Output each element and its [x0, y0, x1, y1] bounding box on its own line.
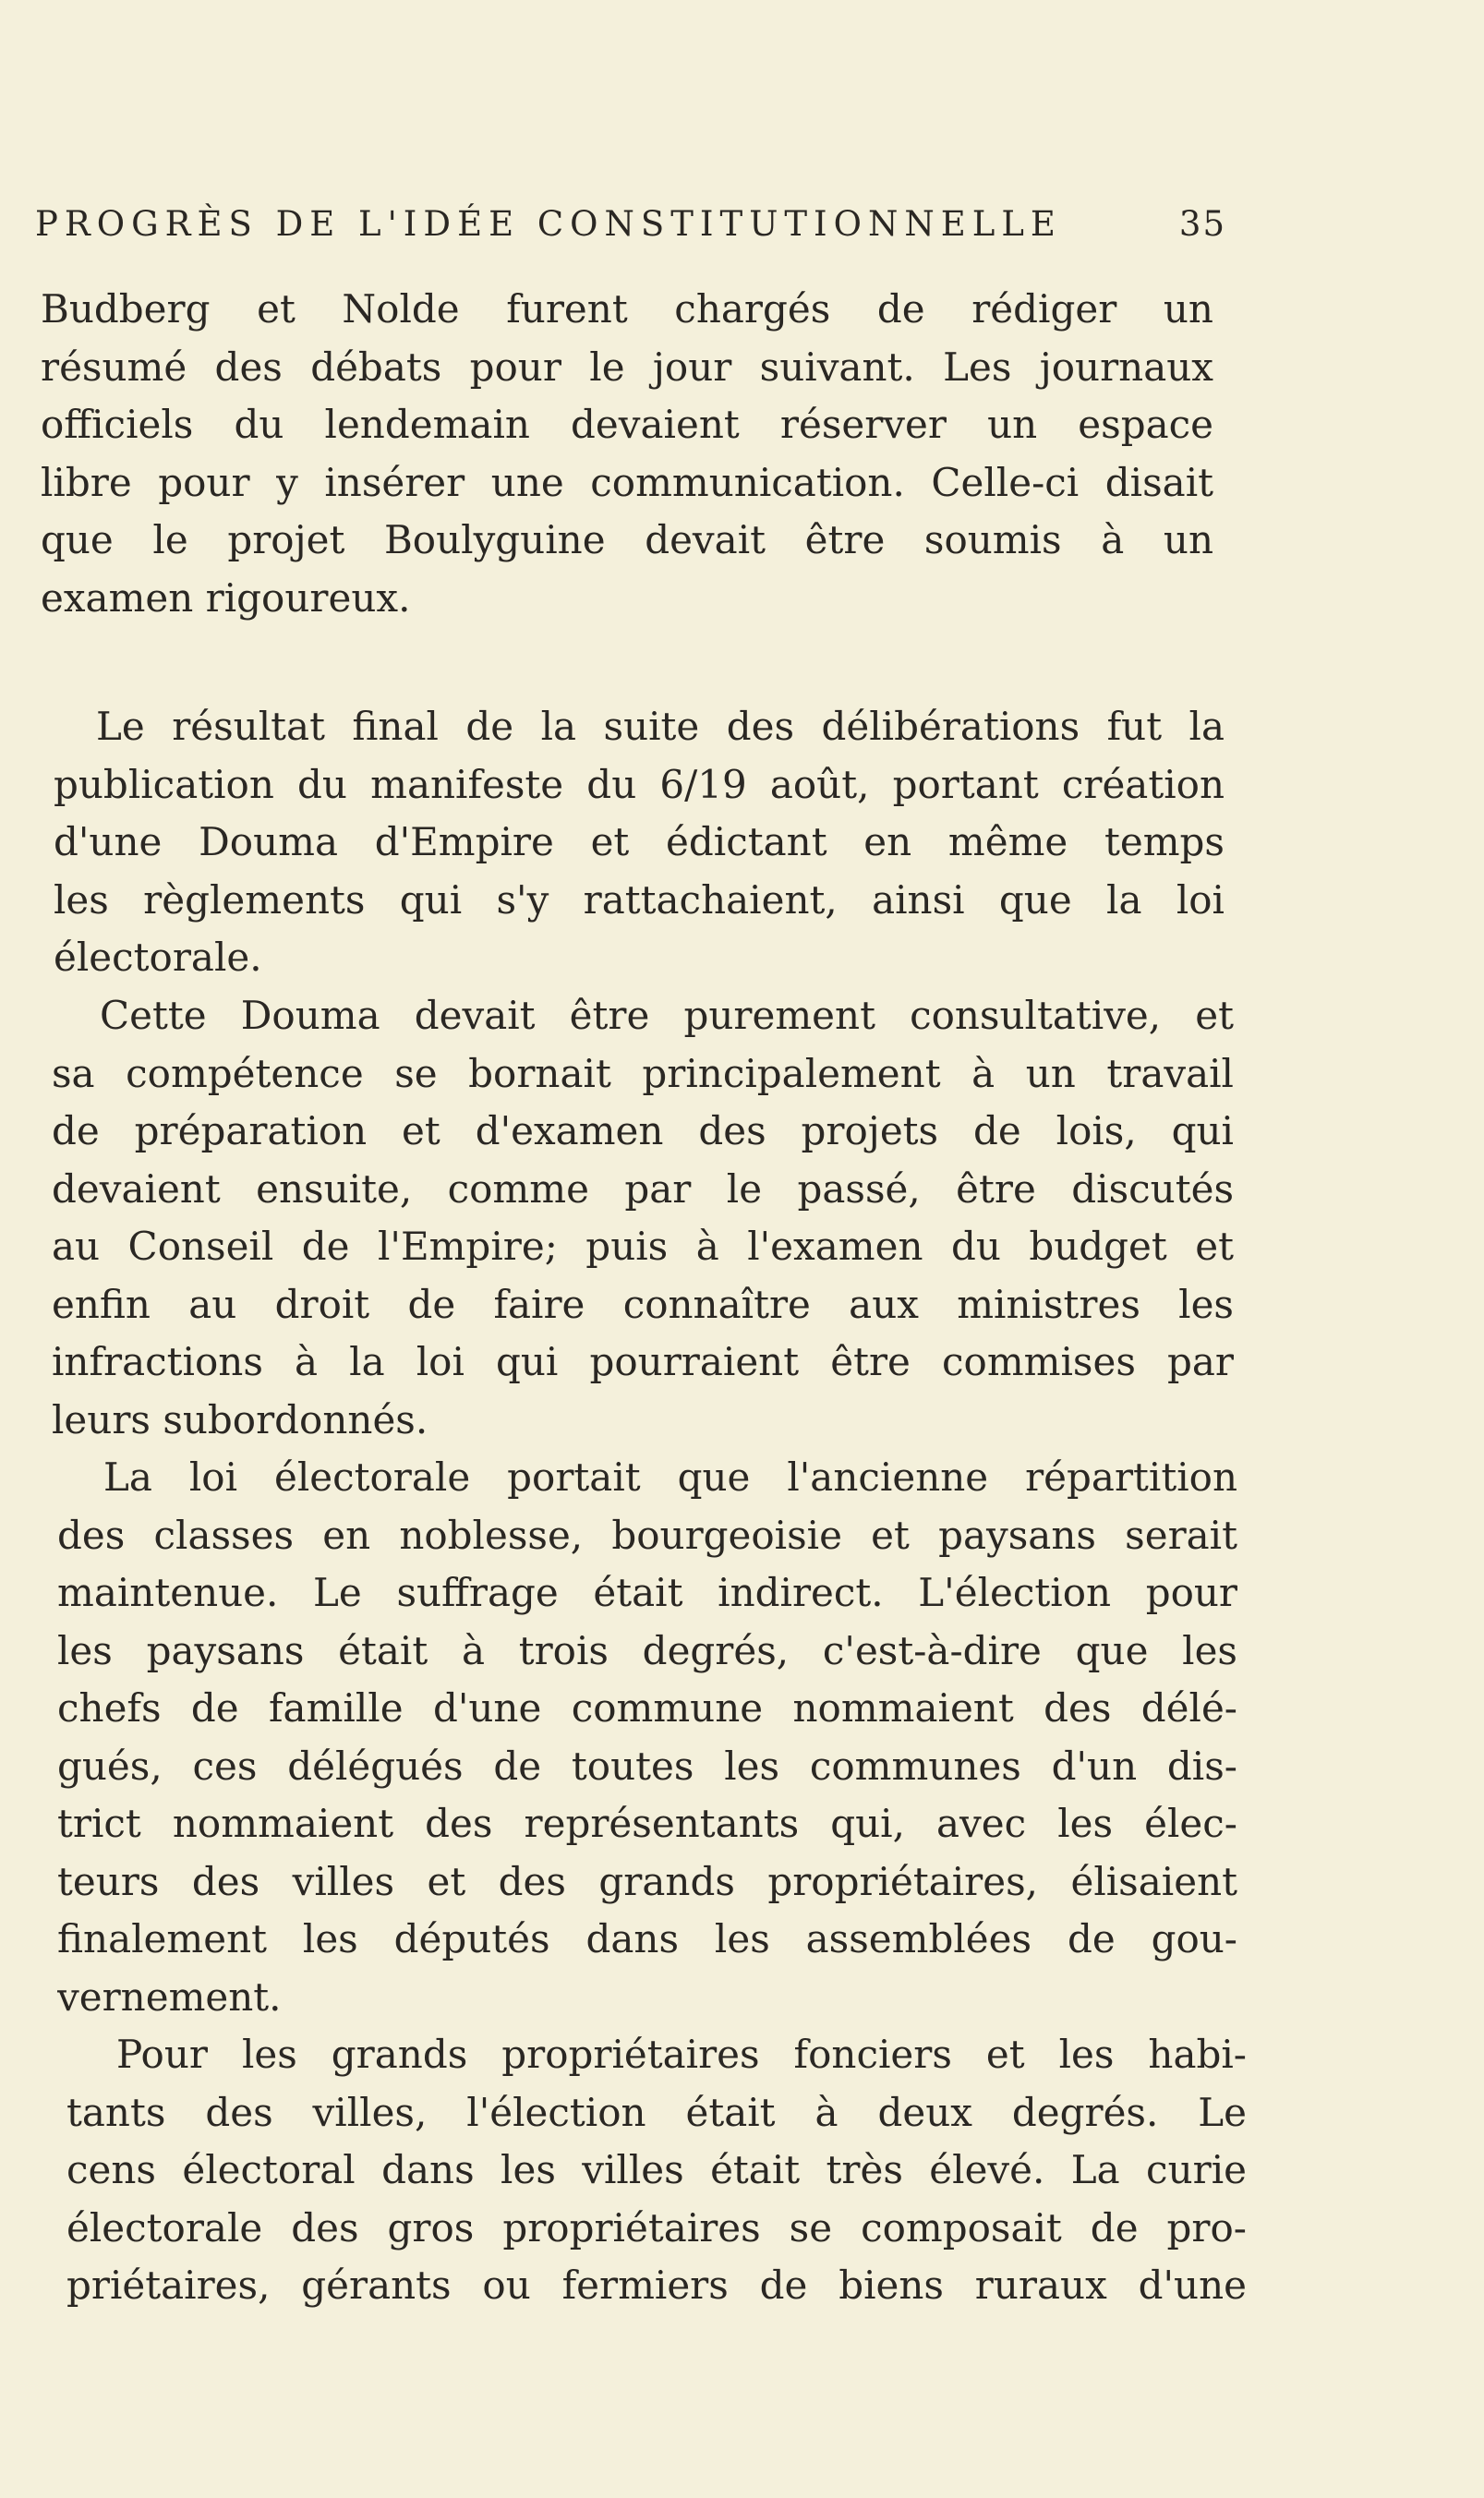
- text-line: Cette Douma devait être purement consultative, et: [100, 993, 1234, 1038]
- text-line: Budberg et Nolde furent chargés de rédiger un: [41, 286, 1213, 332]
- text-line: électorale des gros propriétaires se composait de pro-: [66, 2205, 1247, 2251]
- text-line: teurs des villes et des grands propriétaires, élisaient: [57, 1859, 1237, 1904]
- running-head: [35, 199, 1226, 250]
- text-line: finalement les députés dans les assemblées de gou-: [57, 1916, 1237, 1961]
- text-line: les règlements qui s'y rattachaient, ainsi que la loi: [54, 877, 1225, 923]
- text-line: Pour les grands propriétaires fonciers et les habi-: [116, 2032, 1247, 2077]
- text-line: des classes en noblesse, bourgeoisie et paysans serait: [57, 1513, 1237, 1558]
- running-head-title: PROGRÈS DE L'IDÉE CONSTITUTIONNELLE: [35, 204, 1062, 244]
- text-line: vernement.: [57, 1974, 282, 2020]
- text-line: de préparation et d'examen des projets de lois, qui: [52, 1108, 1234, 1153]
- text-line: Le résultat final de la suite des délibérations fut la: [96, 704, 1225, 749]
- text-line: résumé des débats pour le jour suivant. Les journaux: [41, 344, 1213, 390]
- text-line: les paysans était à trois degrés, c'est-à-dire que les: [57, 1628, 1237, 1673]
- text-line: La loi électorale portait que l'ancienne répartition: [103, 1454, 1237, 1500]
- text-line: cens électoral dans les villes était très élevé. La curie: [66, 2147, 1247, 2192]
- text-line: gués, ces délégués de toutes les communes d'un dis-: [57, 1744, 1237, 1789]
- text-line: tants des villes, l'élection était à deux degrés. Le: [66, 2090, 1247, 2135]
- text-line: enfin au droit de faire connaître aux ministres les: [52, 1282, 1234, 1327]
- text-line: infractions à la loi qui pourraient être commises par: [52, 1339, 1234, 1384]
- text-line: trict nommaient des représentants qui, avec les élec-: [57, 1801, 1237, 1846]
- text-line: examen rigoureux.: [41, 575, 411, 621]
- page-number: 35: [1178, 204, 1226, 244]
- text-line: sa compétence se bornait principalement à un travail: [52, 1051, 1234, 1096]
- text-line: priétaires, gérants ou fermiers de biens ruraux d'une: [66, 2263, 1247, 2308]
- text-line: d'une Douma d'Empire et édictant en même temps: [54, 819, 1225, 864]
- text-line: électorale.: [54, 935, 262, 980]
- text-line: officiels du lendemain devaient réserver un espace: [41, 402, 1213, 447]
- text-line: maintenue. Le suffrage était indirect. L'élection pour: [57, 1570, 1237, 1615]
- text-line: au Conseil de l'Empire; puis à l'examen du budget et: [52, 1224, 1234, 1269]
- text-line: chefs de famille d'une commune nommaient des délé-: [57, 1685, 1237, 1731]
- text-line: que le projet Boulyguine devait être soumis à un: [41, 517, 1213, 562]
- text-line: publication du manifeste du 6/19 août, portant création: [54, 762, 1225, 807]
- text-line: devaient ensuite, comme par le passé, être discutés: [52, 1166, 1234, 1212]
- text-line: leurs subordonnés.: [52, 1397, 428, 1442]
- text-line: libre pour y insérer une communication. Celle-ci disait: [41, 460, 1213, 505]
